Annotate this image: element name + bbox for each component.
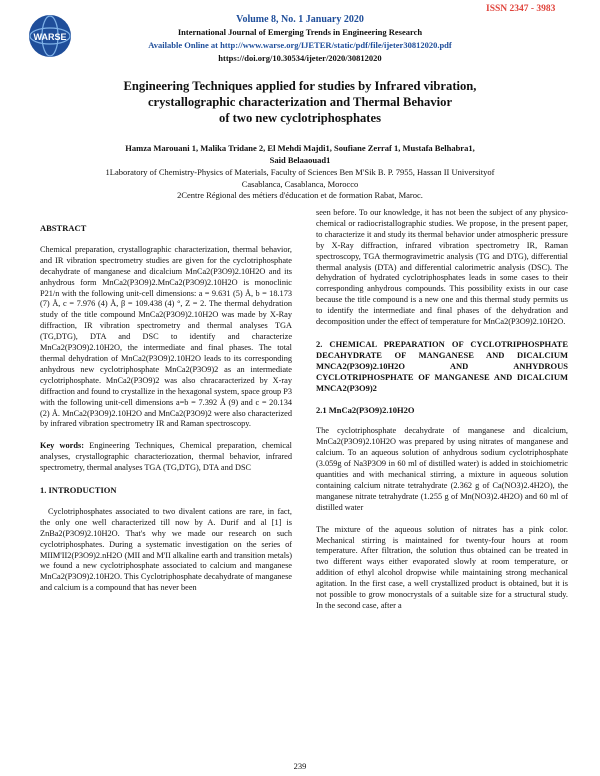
doi-link[interactable]: https://doi.org/10.30534/ijeter/2020/30812020 [218, 53, 382, 63]
section-2-heading: 2. CHEMICAL PREPARATION OF CYCLOTRIPHOSPHATE DECAHYDRATE OF MANGANESE AND DICALCIUM MNCA2(P3O9)2.10H2O AND ANHYDROUS CYCLOTRIPHOSPHATE OF MANGANESE AND DICALCIUM MNCA2(P3O9)2 [316, 338, 568, 393]
affiliation-line: 1Laboratory of Chemistry-Physics of Materials, Faculty of Sciences Ben M'Sik B. P. 7955, Hassan II Universityof [105, 167, 495, 177]
logo-text: WARSE [33, 32, 67, 42]
abstract-text: Chemical preparation, crystallographic characterization, thermal behavior, and IR vibration spectrometry studies are given for the cyclotriphosphate decahydrate of manganese and dicalcium MnCa2(P3O9)2.10H2O and its anhydrous form MnCa2(P3O9)2.MnCa2(P3O9)2.10H2O is monoclinic P21/n with the following unit-cell dimensions: a = 9.631 (5) Å, b = 18.173 (7) Å, c = 7.976 (4) Å, β = 109.438 (4) °, Z = 2. The thermal dehydration study of the title compound MnCa2(P3O9)2.10H2O was made by X-Ray diffraction, IR vibration spectrometry and thermal analyses TGA (TG,DTG), DTA and DSC to identify and characterize MnCa2(P3O9)2.10H2O, the intermediate and final phases. The total thermal dehydration of MnCa2(P3O9)2.10H2O leads to its corresponding anhydrous new cyclotriphosphate MnCa2(P3O9)2 as an intermediate cyclotriphosphate. MnCa2(P3O9)2 was also chracaracterized by X-ray diffraction and found to crystallize in the hexagonal system, space group P3 with the following unit-cell dimensions a=b = 7.392 Å (9) and c = 20.134 (2) Å. MnCa2(P3O9)2.10H2O and MnCa2(P3O9)2 were also characterized by infrared vibration spectrometry IR and Raman spectroscopy. [40, 244, 292, 429]
authors-line: Hamza Marouani 1, Malika Tridane 2, El Mehdi Majdi1, Soufiane Zerraf 1, Mustafa Belhabra1, [125, 143, 475, 153]
intro-continuation: seen before. To our knowledge, it has not been the subject of any physico-chemical or radiocristallographic studies. We propose, in the present paper, to characterize it and study its thermal behavior under atmospheric pressure by X-Ray diffraction, infrared vibration spectrometry IR, Raman spectroscopy, TGA thermogravimetric analysis (TG and DTG), differential thermal analysis (DTA) and differential calorimetric analysis (DSC). The dehydration of hydrated cyclotriphosphates leads in some cases to their corresponding anhydrous compounds. This possibility exists in our case because the title compound is a new one and this thermal study permits us to identify the intermediate and final phases of the dehydration and decomposition under the effect of temperature for MnCa2(P3O9)2.10H2O. [316, 208, 568, 327]
keywords [40, 441, 292, 474]
left-column [40, 223, 292, 594]
issn: ISSN 2347 - 3983 [486, 4, 556, 14]
authors-line: Said Belaaouad1 [269, 154, 331, 165]
intro-heading: 1. INTRODUCTION [40, 485, 117, 496]
title-line: Engineering Techniques applied for studies by Infrared vibration, [123, 79, 477, 93]
abstract-heading: ABSTRACT [40, 223, 87, 233]
page-number: 239 [293, 761, 307, 771]
mixture-paragraph: The mixture of the aqueous solution of nitrates has a pink color. Mechanical stirring is maintained for twenty-four hours at room temperature. After filtration, the solution thus obtained can be treated in two different ways either evaporated slowly at room temperature, or addition of ethyl alcohol dropwise while maintaining strong mechanical agitation. In the first case, a well crystallized product is obtained, but it is not possible to grow monocrystals of a suitable size for a structural study. In the second case, after a [316, 524, 568, 610]
affiliations [60, 167, 540, 202]
warse-logo [28, 14, 72, 58]
journal-volume: Volume 8, No. 1 January 2020 [236, 14, 364, 25]
affiliation-line: Casablanca, Casablanca, Morocco [241, 178, 359, 189]
title-line: crystallographic characterization and Thermal Behavior [147, 95, 453, 109]
affiliation-line: 2Centre Régional des métiers d'éducation et de formation Rabat, Maroc. [177, 190, 423, 200]
title-line: of two new cyclotriphosphates [219, 111, 381, 125]
intro-text: Cyclotriphosphates associated to two divalent cations are rare, in fact, the only one well characterized till now by A. Durif and al [1] is ZnBa2(P3O9)2.10H2O. That's why we made our research on such cyclotriphosphates. During a systematic investigation on the series of MIIM'II2(P3O9)2.nH2O (MII and M'II alkaline earth and transition metals) we found a new cyclotriphosphate associated to calcium and manganese MnCa2(P3O9)2.10H2O. This Cyclotriphosphate decahydrate of manganese and calcium is a compound that has never been [40, 506, 292, 593]
section-2-1-heading: 2.1 MnCa2(P3O9)2.10H2O [316, 404, 415, 415]
right-column [316, 208, 568, 612]
authors [60, 143, 540, 166]
keywords-label: Key words: [40, 441, 84, 451]
journal-name: International Journal of Emerging Trends in Engineering Research [177, 27, 423, 37]
online-link[interactable]: Available Online at http://www.warse.org/IJETER/static/pdf/file/ijeter30812020.pdf [148, 40, 452, 50]
preparation-paragraph: The cyclotriphosphate decahydrate of manganese and dicalcium, MnCa2(P3O9)2.10H2O was prepared by using nitrates of manganese and calcium. To an aqueous solution of anhydrous sodium cyclotriphosphate (3.059g of Na3P3O9 in 60 ml of distilled water) is added in stoichiometric quantities and with mechanical stirring, a mixture in aqueous solution containing calcium nitrate tetrahydrate (2.362 g of Ca(NO3)2.4H2O), the manganese nitrate tetrahydrate (1.255 g of Mn(NO3)2.4H2O) and 60 ml of distilled water [316, 426, 568, 512]
paper-title [60, 78, 540, 126]
keywords-text: Engineering Techniques, Chemical preparation, chemical analyses, crystallographic characteriozation, thermal behavior, infrared spectrometry, thermal analyses TGA (TG,DTG), DTA and DSC [40, 441, 292, 473]
